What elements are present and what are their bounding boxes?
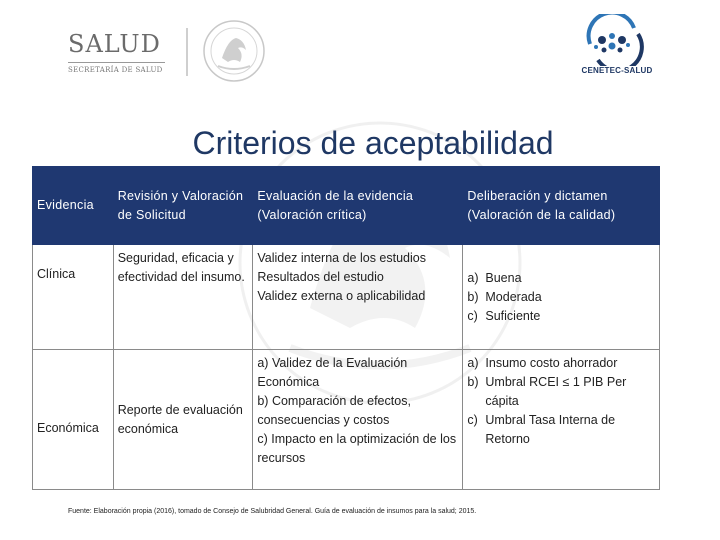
source-footnote: Fuente: Elaboración propia (2016), tomado de Consejo de Salubridad General. Guía de evaluación de insumos para la salud; 2015. xyxy=(68,508,477,515)
header-evidencia: Evidencia xyxy=(33,167,114,245)
cenetec-logo xyxy=(572,14,662,80)
list-item-text: Insumo costo ahorrador xyxy=(485,356,618,370)
cell-evaluacion xyxy=(253,245,463,350)
cell-deliberacion xyxy=(463,350,660,490)
table-row xyxy=(33,245,660,350)
salud-logo-word: SALUD xyxy=(68,30,161,58)
evaluacion-line: a) Validez de la Evaluación Económica xyxy=(257,356,408,389)
list-item-text: Moderada xyxy=(485,289,542,304)
list-item-text: Umbral RCEI ≤ 1 PIB Per cápita xyxy=(485,375,627,408)
mexico-seal-icon xyxy=(198,18,270,84)
evaluacion-line: Resultados del estudio xyxy=(257,270,384,284)
list-item-marker: a) xyxy=(467,356,479,370)
cenetec-logo-label: CENETEC-SALUD xyxy=(581,66,653,75)
cell-evaluacion xyxy=(253,350,463,490)
table-row xyxy=(33,350,660,490)
list-item-marker: b) xyxy=(467,289,479,304)
list-item xyxy=(467,307,655,326)
salud-logo-subtitle: SECRETARÍA DE SALUD xyxy=(68,66,163,74)
criteria-table xyxy=(32,166,660,490)
list-item-marker: c) xyxy=(467,308,478,323)
list-item xyxy=(467,373,655,411)
list-item-text: Umbral Tasa Interna de Retorno xyxy=(485,413,616,446)
list-item-text: Buena xyxy=(485,270,522,285)
table-header-row xyxy=(33,167,660,245)
list-item xyxy=(467,269,655,288)
list-item-marker: c) xyxy=(467,413,478,427)
salud-logo-rule xyxy=(68,62,165,63)
deliberacion-list xyxy=(467,354,655,449)
evaluacion-line: b) Comparación de efectos, consecuencias y costos xyxy=(257,394,411,427)
page-title: Criterios de aceptabilidad xyxy=(192,125,554,162)
cenetec-emblem-icon xyxy=(572,14,662,66)
header-divider xyxy=(186,28,188,76)
list-item xyxy=(467,288,655,307)
cell-evidencia: Clínica xyxy=(33,245,114,350)
list-item xyxy=(467,411,655,449)
list-item-marker: b) xyxy=(467,375,479,389)
salud-logo xyxy=(52,22,172,80)
cell-revision: Seguridad, eficacia y efectividad del insumo. xyxy=(113,245,253,350)
evaluacion-line: Validez interna de los estudios xyxy=(257,251,426,265)
header-revision: Revisión y Valoración de Solicitud xyxy=(113,167,253,245)
header-evaluacion: Evaluación de la evidencia (Valoración crítica) xyxy=(253,167,463,245)
deliberacion-list xyxy=(467,269,655,326)
cell-revision: Reporte de evaluación económica xyxy=(113,350,253,490)
list-item-marker: a) xyxy=(467,270,479,285)
list-item-text: Suficiente xyxy=(485,308,541,323)
list-item xyxy=(467,354,655,373)
header-deliberacion: Deliberación y dictamen (Valoración de la calidad) xyxy=(463,167,660,245)
evaluacion-line: c) Impacto en la optimización de los recursos xyxy=(257,432,457,465)
cell-deliberacion xyxy=(463,245,660,350)
cell-evidencia: Económica xyxy=(33,350,114,490)
evaluacion-line: Validez externa o aplicabilidad xyxy=(257,289,426,303)
